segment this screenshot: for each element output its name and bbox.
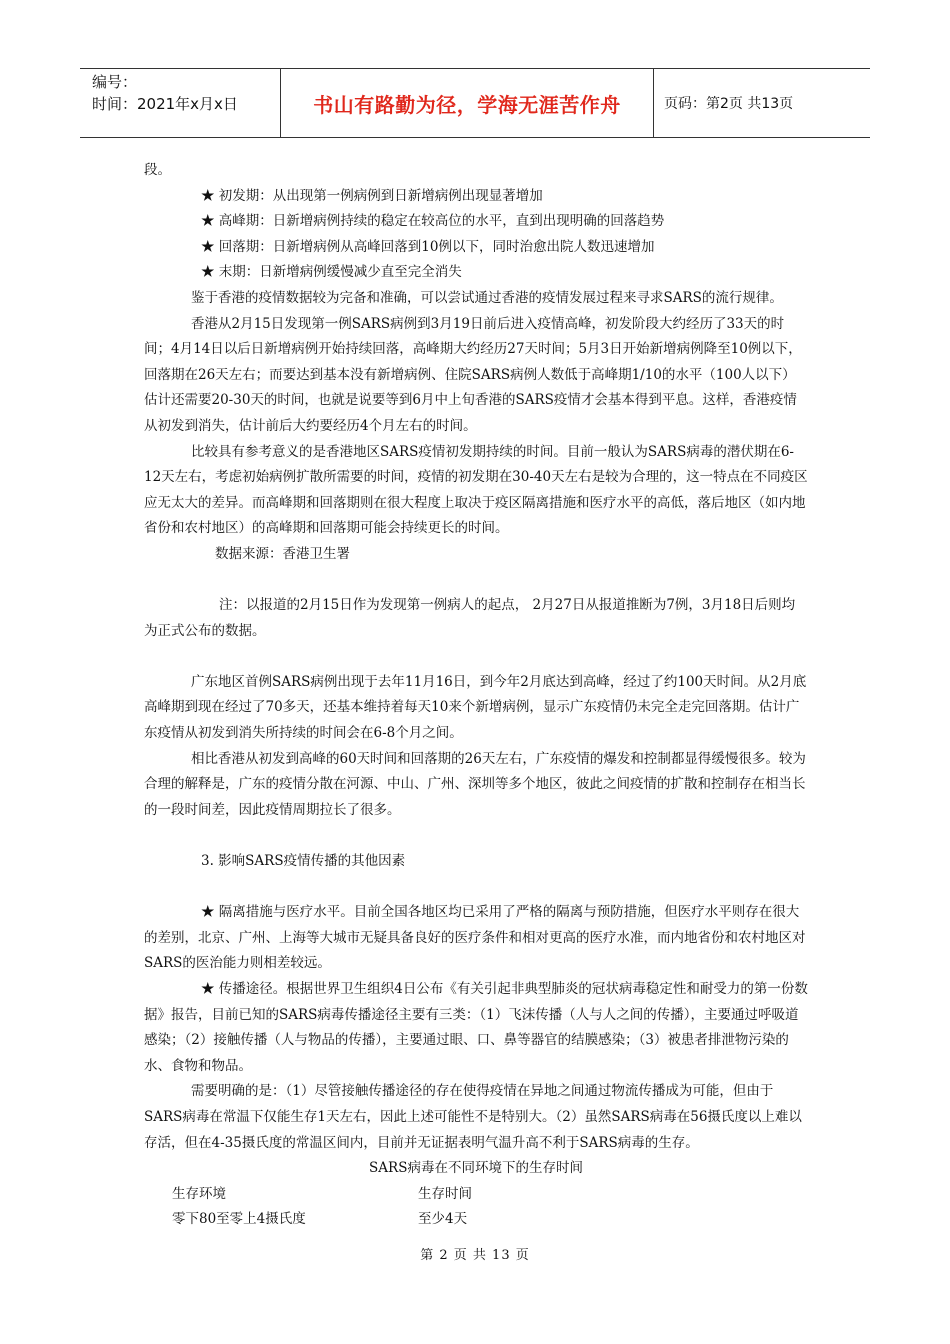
header-meta (80, 69, 280, 137)
header-motto: 书山有路勤为径，学海无涯苦作舟 (313, 92, 621, 117)
table-row (144, 1207, 808, 1233)
data-source: 数据来源：香港卫生署 (215, 545, 350, 562)
paragraph-isolation: ★ 隔离措施与医疗水平。目前全国各地区均已采用了严格的隔离与预防措施，但医疗水平则存在很大的差别，北京、广州、上海等大城市无疑具备良好的医疗条件和相对更高的医疗水准，而内地省份和农村地区对SARS的医治能力则相差较远。 (144, 904, 806, 972)
spacer (144, 644, 808, 670)
page-header (80, 68, 870, 138)
header-date-label: 时间：2021年x月x日 (92, 95, 238, 113)
section-heading: 3. 影响SARS疫情传播的其他因素 (201, 853, 406, 870)
paragraph-intro-end: 段。 (144, 162, 171, 178)
header-number-label: 编号： (92, 73, 138, 91)
note-paragraph: 注：以报道的2月15日作为发现第一例病人的起点， 2月27日从报道推断为7例，3月18日后则均为正式公布的数据。 (144, 597, 796, 639)
table-header-cell: 生存环境 (172, 1185, 226, 1202)
table-header-cell: 生存时间 (418, 1185, 472, 1202)
spacer (144, 875, 808, 901)
paragraph-hk-timeline: 香港从2月15日发现第一例SARS病例到3月19日前后进入疫情高峰，初发阶段大约经历了33天的时间；4月14日以后日新增病例开始持续回落，高峰期大约经历27天时间；5月3日开始新增病例降至10例以下，回落期在26天左右；而要达到基本没有新增病例、住院SARS病例人数低于高峰期1/10的水平（100人以下）估计还需要20-30天的时间，也就是说要等到6月中上旬香港的SARS疫情才会基本得到平息。这样，香港疫情从初发到消失，估计前后大约要经历4个月左右的时间。 (144, 315, 802, 434)
paragraph-clarify: 需要明确的是：（1）尽管接触传播途径的存在使得疫情在异地之间通过物流传播成为可能，但由于SARS病毒在常温下仅能生存1天左右，因此上述可能性不是特别大。（2）虽然SARS病毒在56摄氏度以上难以存活，但在4-35摄氏度的常温区间内，目前并无证据表明气温升高不利于SARS病毒的生存。 (144, 1083, 802, 1151)
stage-item: ★ 回落期：日新增病例从高峰回落到10例以下，同时治愈出院人数迅速增加 (201, 238, 655, 255)
table-cell: 零下80至零上4摄氏度 (172, 1211, 306, 1228)
paragraph-transmission: ★ 传播途径。根据世界卫生组织4日公布《有关引起非典型肺炎的冠状病毒稳定性和耐受力的第一份数据》报告，目前已知的SARS病毒传播途径主要有三类：（1）飞沫传播（人与人之间的传播），主要通过呼吸道感染；（2）接触传播（人与物品的传播），主要通过眼、口、鼻等器官的结膜感染；（3）被患者排泄物污染的水、食物和物品。 (144, 981, 808, 1074)
document-body (144, 158, 808, 1233)
stage-item: ★ 初发期：从出现第一例病例到日新增病例出现显著增加 (201, 187, 543, 204)
table-header-row (144, 1182, 808, 1208)
paragraph-guangdong-2: 相比香港从初发到高峰的60天时间和回落期的26天左右，广东疫情的爆发和控制都显得缓慢很多。较为合理的解释是，广东的疫情分散在河源、中山、广州、深圳等多个地区，彼此之间疫情的扩散和控制存在相当长的一段时间差，因此疫情周期拉长了很多。 (144, 750, 806, 818)
stage-item: ★ 高峰期：日新增病例持续的稳定在较高位的水平，直到出现明确的回落趋势 (201, 213, 665, 230)
paragraph-hk-reference: 比较具有参考意义的是香港地区SARS疫情初发期持续的时间。目前一般认为SARS病毒的潜伏期在6-12天左右，考虑初始病例扩散所需要的时间，疫情的初发期在30-40天左右是较为合理的，这一特点在不同疫区应无太大的差异。而高峰期和回落期则在很大程度上取决于疫区隔离措施和医疗水平的高低，落后地区（如内地省份和农村地区）的高峰期和回落期可能会持续更长的时间。 (144, 443, 808, 537)
paragraph-guangdong-1: 广东地区首例SARS病例出现于去年11月16日，到今年2月底达到高峰，经过了约100天时间。从2月底高峰期到现在经过了70多天，还基本维持着每天10来个新增病例，显示广东疫情仍未完全走完回落期。估计广东疫情从初发到消失所持续的时间会在6-8个月之间。 (144, 673, 807, 742)
table-title: SARS病毒在不同环境下的生存时间 (369, 1160, 583, 1177)
page-footer: 第 2 页 共 13 页 (420, 1248, 530, 1263)
header-motto-cell (280, 69, 654, 137)
spacer (144, 823, 808, 849)
spacer (144, 568, 808, 594)
paragraph-hk-intro: 鉴于香港的疫情数据较为完备和准确，可以尝试通过香港的疫情发展过程来寻求SARS的流行规律。 (191, 289, 783, 306)
stage-item: ★ 末期：日新增病例缓慢减少直至完全消失 (201, 264, 462, 281)
table-cell: 至少4天 (418, 1211, 468, 1228)
header-page-info: 页码：第2页 共13页 (664, 96, 794, 112)
